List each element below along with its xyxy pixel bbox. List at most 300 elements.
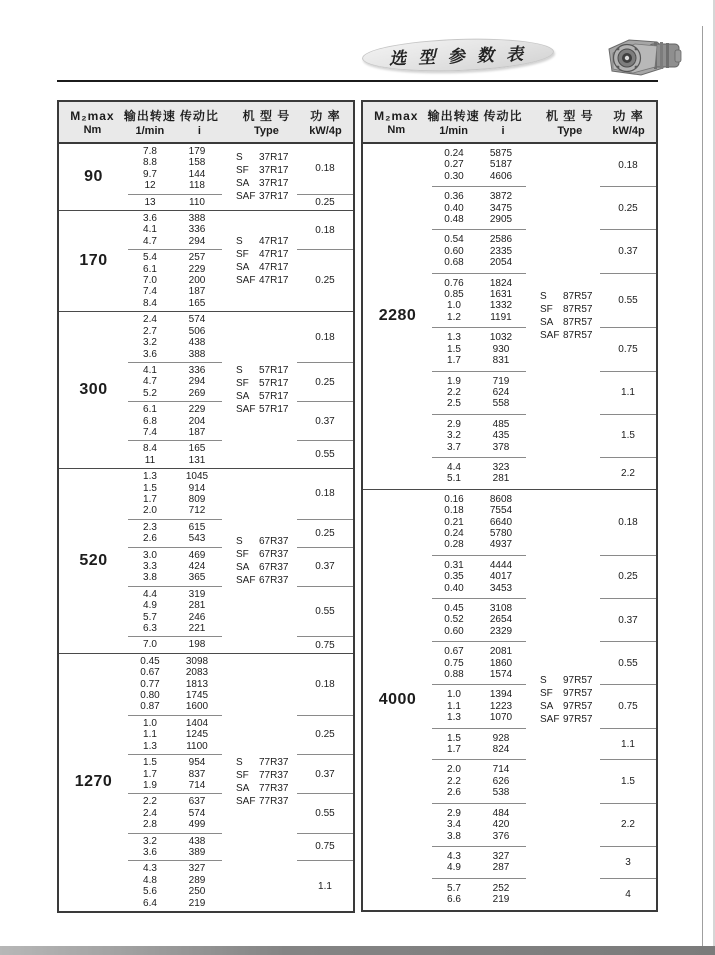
ratio-cell: 221 — [188, 623, 206, 635]
ratio-cell: 294 — [188, 235, 206, 247]
speed-cell: 0.85 — [444, 289, 464, 301]
data-row — [128, 656, 222, 667]
speed-cell: 1.7 — [143, 493, 157, 505]
m2max-cell: 1270 — [74, 773, 113, 791]
speed-cell: 2.8 — [143, 819, 157, 831]
gearmotor-photo — [599, 33, 685, 80]
type-number: 67R37 — [259, 562, 289, 573]
power-cell: 0.75 — [600, 685, 656, 728]
speed-cell: 0.35 — [444, 571, 464, 583]
type-number: 37R17 — [259, 165, 289, 177]
speed-cell: 7.4 — [143, 286, 157, 298]
ratio-cell: 6640 — [489, 516, 513, 528]
data-row — [128, 298, 222, 309]
speed-ratio-rows — [432, 599, 526, 642]
ratio-cell: 229 — [188, 404, 206, 416]
power-cell: 2.2 — [600, 804, 656, 847]
type-model — [236, 177, 306, 190]
speed-cell: 1.3 — [143, 740, 157, 752]
power-cell: 0.55 — [600, 642, 656, 685]
data-row — [128, 494, 222, 505]
speed-cell: 3.8 — [143, 572, 157, 584]
type-model — [540, 316, 610, 329]
column-label: 传动比 — [483, 109, 523, 123]
type-models — [236, 312, 306, 468]
ratio-cell: 179 — [188, 146, 206, 157]
speed-ratio-rows — [128, 211, 222, 250]
ratio-cell: 714 — [492, 764, 510, 776]
data-row — [128, 252, 222, 263]
speed-cell: 0.31 — [444, 559, 464, 571]
type-number: 97R57 — [563, 700, 593, 712]
speed-cell: 0.77 — [140, 678, 160, 690]
speed-ratio-rows — [432, 274, 526, 329]
speed-ratio-rows — [432, 458, 526, 489]
type-models — [236, 654, 306, 911]
speed-cell: 0.24 — [444, 148, 464, 159]
power-cell: 1.1 — [318, 880, 332, 892]
data-row — [128, 388, 222, 399]
speed-cell: 1.0 — [447, 689, 461, 701]
type-prefix: SA — [236, 178, 250, 190]
column-label: 功 率 — [613, 109, 644, 123]
data-row — [128, 275, 222, 286]
speed-ratio-rows — [432, 642, 526, 685]
data-row — [432, 701, 526, 712]
power-cell: 0.55 — [315, 449, 335, 461]
speed-ratio-rows — [432, 804, 526, 847]
column-header-ratio — [174, 102, 225, 142]
speed-cell: 3.2 — [143, 835, 157, 847]
parameter-table — [361, 100, 658, 912]
speed-cell: 3.7 — [447, 441, 461, 453]
column-sublabel: kW/4p — [309, 125, 342, 137]
speed-cell: 8.8 — [143, 157, 157, 169]
ratio-cell: 389 — [188, 846, 206, 858]
torque-block-300 — [59, 311, 353, 468]
speed-cell: 2.6 — [143, 533, 157, 545]
type-model — [236, 548, 306, 561]
speed-ratio-rows — [128, 716, 222, 755]
type-models — [236, 469, 306, 653]
type-model — [540, 303, 610, 316]
data-row — [432, 658, 526, 669]
speed-ratio-rows — [128, 312, 222, 363]
speed-cell: 0.88 — [444, 669, 464, 681]
type-prefix: S — [540, 674, 547, 686]
ratio-cell: 2054 — [489, 257, 513, 269]
type-model — [236, 390, 306, 403]
ratio-cell: 1245 — [185, 729, 209, 741]
type-model — [236, 164, 306, 177]
data-row — [128, 443, 222, 454]
column-label: 输出转速 — [123, 109, 176, 123]
data-row — [128, 741, 222, 752]
ratio-cell: 4937 — [489, 539, 513, 551]
power-cell: 0.18 — [600, 144, 656, 187]
data-row — [128, 314, 222, 325]
ratio-cell: 200 — [188, 275, 206, 287]
column-sublabel: Type — [557, 125, 583, 137]
ratio-cell: 574 — [188, 807, 206, 819]
type-prefix: SF — [236, 165, 249, 177]
ratio-cell: 287 — [492, 862, 510, 874]
type-number: 67R37 — [259, 536, 289, 547]
speed-cell: 4.7 — [143, 235, 157, 247]
column-header-ratio — [478, 102, 529, 142]
speed-cell: 6.1 — [143, 263, 157, 275]
speed-cell: 3.2 — [143, 337, 157, 349]
type-number: 97R57 — [563, 687, 593, 699]
ratio-cell: 187 — [188, 286, 206, 298]
speed-cell: 1.3 — [143, 471, 157, 483]
ratio-cell: 2654 — [489, 614, 513, 626]
column-sublabel: i — [197, 125, 201, 137]
speed-cell: 8.4 — [143, 297, 157, 309]
torque-block-2280 — [363, 144, 656, 489]
type-model — [540, 713, 610, 726]
speed-ratio-rows — [432, 328, 526, 371]
data-row — [432, 419, 526, 430]
speed-ratio-rows — [128, 144, 222, 195]
ratio-cell: 204 — [188, 415, 206, 427]
data-row — [128, 157, 222, 168]
data-row — [128, 337, 222, 348]
power-cell: 0.37 — [297, 402, 353, 441]
type-prefix: SAF — [236, 575, 256, 586]
ratio-cell: 1813 — [185, 678, 209, 690]
data-row — [128, 886, 222, 897]
speed-cell: 0.27 — [444, 159, 464, 171]
speed-ratio-rows — [432, 144, 526, 187]
parameter-table — [57, 100, 355, 913]
column-label: M₂max — [374, 108, 419, 123]
page-edge-line — [702, 26, 703, 946]
power-cell: 1.5 — [600, 415, 656, 458]
power-cell: 0.25 — [315, 275, 335, 287]
ratio-cell: 1045 — [185, 471, 209, 483]
speed-cell: 0.16 — [444, 493, 464, 505]
ratio-cell: 5780 — [489, 527, 513, 539]
ratio-cell: 1631 — [489, 289, 513, 301]
speed-cell: 0.24 — [444, 527, 464, 539]
ratio-cell: 499 — [188, 819, 206, 831]
speed-cell: 2.5 — [447, 398, 461, 410]
data-row — [128, 146, 222, 157]
data-row — [128, 455, 222, 466]
power-cell: 0.18 — [297, 312, 353, 363]
type-prefix: SF — [236, 770, 249, 782]
ratio-cell: 4444 — [489, 559, 513, 571]
ratio-cell: 198 — [188, 639, 206, 651]
type-models — [236, 211, 306, 311]
data-row — [432, 257, 526, 268]
speed-cell: 0.68 — [444, 257, 464, 269]
speed-ratio-rows — [128, 755, 222, 794]
table-header — [363, 102, 656, 144]
speed-cell: 2.2 — [143, 796, 157, 808]
speed-ratio-rows — [128, 402, 222, 441]
speed-cell: 6.6 — [447, 894, 461, 906]
speed-ratio-rows — [128, 834, 222, 862]
power-cell: 0.75 — [600, 328, 656, 371]
speed-cell: 3.6 — [143, 846, 157, 858]
type-model — [236, 235, 306, 248]
data-row — [432, 171, 526, 182]
speed-cell: 1.1 — [447, 700, 461, 712]
ratio-cell: 637 — [188, 796, 206, 808]
data-row — [128, 718, 222, 729]
speed-ratio-rows — [432, 760, 526, 803]
column-header-power — [601, 102, 656, 142]
type-prefix: SAF — [540, 330, 560, 342]
data-row — [432, 583, 526, 594]
m2max-cell: 90 — [84, 168, 103, 186]
ratio-cell: 165 — [188, 443, 206, 455]
speed-cell: 5.6 — [143, 886, 157, 898]
ratio-cell: 2335 — [489, 245, 513, 257]
speed-cell: 4.9 — [143, 600, 157, 612]
speed-cell: 4.1 — [143, 224, 157, 236]
type-prefix: SF — [540, 304, 553, 316]
speed-ratio-rows — [432, 556, 526, 599]
column-header-m2max — [363, 102, 430, 142]
ratio-cell: 3475 — [489, 202, 513, 214]
type-prefix: SA — [236, 783, 250, 795]
data-row — [128, 757, 222, 768]
speed-cell: 2.0 — [447, 764, 461, 776]
type-prefix: SF — [236, 549, 249, 560]
speed-cell: 0.87 — [140, 701, 160, 713]
m2max-cell: 4000 — [378, 690, 417, 708]
data-row — [432, 376, 526, 387]
torque-block-4000 — [363, 489, 656, 910]
speed-cell: 1.5 — [143, 757, 157, 769]
speed-cell: 4.7 — [143, 376, 157, 388]
type-model — [236, 403, 306, 416]
data-row — [432, 669, 526, 680]
ratio-cell: 438 — [188, 337, 206, 349]
data-row — [432, 191, 526, 202]
data-row — [128, 572, 222, 583]
speed-cell: 0.54 — [444, 234, 464, 246]
column-header-power — [298, 102, 353, 142]
title-underline — [57, 80, 658, 82]
ratio-cell: 269 — [188, 387, 206, 399]
speed-cell: 0.60 — [444, 625, 464, 637]
type-prefix: SAF — [540, 713, 560, 725]
speed-cell: 6.1 — [143, 404, 157, 416]
data-row — [128, 600, 222, 611]
ratio-cell: 250 — [188, 886, 206, 898]
type-number: 47R17 — [259, 249, 289, 261]
type-prefix: SF — [236, 249, 249, 261]
power-cell: 0.25 — [600, 556, 656, 599]
data-row — [128, 836, 222, 847]
ratio-cell: 327 — [188, 863, 206, 875]
speed-cell: 1.9 — [143, 779, 157, 791]
speed-cell: 7.0 — [143, 275, 157, 287]
type-models — [540, 490, 610, 910]
data-row — [128, 533, 222, 544]
data-row — [128, 471, 222, 482]
type-prefix: SAF — [236, 191, 256, 203]
data-row — [432, 646, 526, 657]
speed-cell: 1.9 — [447, 375, 461, 387]
data-row — [432, 787, 526, 798]
column-sublabel: Type — [254, 125, 279, 137]
ratio-cell: 831 — [492, 355, 510, 367]
data-row — [128, 326, 222, 337]
ratio-cell: 3108 — [489, 603, 513, 614]
speed-cell: 4.1 — [143, 364, 157, 376]
power-cell: 0.37 — [297, 548, 353, 587]
power-cell: 1.5 — [600, 760, 656, 803]
speed-ratio-rows — [432, 879, 526, 910]
speed-ratio-rows — [432, 847, 526, 879]
type-number: 87R57 — [563, 291, 593, 303]
data-row — [432, 764, 526, 775]
data-row — [432, 214, 526, 225]
ratio-cell: 1860 — [489, 657, 513, 669]
type-number: 97R57 — [563, 713, 593, 725]
speed-ratio-rows — [128, 520, 222, 548]
data-row — [128, 623, 222, 634]
type-prefix: S — [236, 365, 243, 377]
speed-cell: 5.1 — [447, 473, 461, 485]
data-row — [432, 505, 526, 516]
ratio-cell: 281 — [492, 473, 510, 485]
speed-cell: 1.5 — [143, 482, 157, 494]
m2max-cell: 2280 — [378, 307, 417, 325]
data-row — [432, 148, 526, 159]
data-row — [128, 863, 222, 874]
data-row — [128, 180, 222, 191]
power-cell: 1.1 — [600, 372, 656, 415]
data-row — [432, 808, 526, 819]
column-label: M₂max — [70, 108, 115, 123]
power-cell: 0.75 — [297, 834, 353, 862]
speed-ratio-rows — [128, 363, 222, 402]
type-number: 57R17 — [259, 365, 289, 377]
speed-cell: 6.4 — [143, 897, 157, 909]
torque-block-520 — [59, 468, 353, 653]
column-label: 机 型 号 — [242, 109, 291, 123]
data-row — [432, 332, 526, 343]
ratio-cell: 574 — [188, 314, 206, 326]
column-sublabel: 1/min — [135, 125, 165, 137]
type-number: 47R17 — [259, 262, 289, 274]
data-row — [432, 398, 526, 409]
speed-cell: 1.7 — [447, 355, 461, 367]
power-cell: 0.25 — [315, 196, 335, 208]
speed-cell: 5.7 — [447, 882, 461, 894]
type-models — [540, 144, 610, 489]
speed-cell: 1.7 — [447, 744, 461, 756]
column-header-speed — [123, 102, 176, 142]
ratio-cell: 376 — [492, 830, 510, 842]
ratio-cell: 719 — [492, 375, 510, 387]
column-sublabel: kW/4p — [612, 125, 645, 137]
power-cell: 2.2 — [621, 467, 635, 479]
ratio-cell: 930 — [492, 343, 510, 355]
ratio-cell: 914 — [188, 482, 206, 494]
ratio-cell: 3872 — [489, 191, 513, 203]
speed-ratio-rows — [432, 230, 526, 273]
data-row — [432, 387, 526, 398]
data-row — [432, 312, 526, 323]
data-row — [432, 819, 526, 830]
ratio-cell: 8608 — [489, 493, 513, 505]
type-model — [236, 248, 306, 261]
type-prefix: S — [236, 757, 243, 769]
speed-cell: 3.0 — [143, 549, 157, 561]
type-prefix: SAF — [236, 404, 256, 416]
power-cell: 0.37 — [600, 230, 656, 273]
data-row — [128, 224, 222, 235]
power-cell: 3 — [600, 847, 656, 879]
page-title: 选 型 参 数 表 — [388, 44, 528, 68]
ratio-cell: 1223 — [489, 700, 513, 712]
data-row — [432, 494, 526, 505]
speed-cell: 6.8 — [143, 415, 157, 427]
speed-cell: 2.9 — [447, 807, 461, 819]
type-model — [236, 795, 306, 808]
ratio-cell: 624 — [492, 386, 510, 398]
power-cell: 0.18 — [297, 211, 353, 250]
type-number: 87R57 — [563, 317, 593, 329]
speed-cell: 0.45 — [140, 655, 160, 667]
type-prefix: S — [236, 236, 243, 248]
type-number: 67R37 — [259, 575, 289, 586]
ratio-cell: 165 — [188, 297, 206, 309]
type-model — [540, 687, 610, 700]
speed-cell: 0.52 — [444, 614, 464, 626]
speed-cell: 7.8 — [143, 146, 157, 157]
type-model — [540, 674, 610, 687]
power-cell: 0.25 — [600, 187, 656, 230]
speed-cell: 2.2 — [447, 775, 461, 787]
ratio-cell: 294 — [188, 376, 206, 388]
data-row — [128, 365, 222, 376]
data-row — [128, 780, 222, 791]
type-number: 47R17 — [259, 236, 289, 248]
data-row — [128, 769, 222, 780]
data-row — [432, 442, 526, 453]
m2max-cell: 520 — [79, 552, 108, 569]
power-cell: 0.25 — [297, 363, 353, 402]
ratio-cell: 229 — [188, 263, 206, 275]
ratio-cell: 327 — [492, 850, 510, 862]
type-prefix: SA — [540, 700, 554, 712]
ratio-cell: 378 — [492, 441, 510, 453]
speed-cell: 2.3 — [143, 521, 157, 533]
speed-ratio-rows — [128, 469, 222, 520]
ratio-cell: 2081 — [489, 646, 513, 658]
data-row — [128, 169, 222, 180]
type-number: 87R57 — [563, 304, 593, 316]
column-header-speed — [427, 102, 480, 142]
speed-cell: 4.4 — [447, 461, 461, 473]
speed-cell: 3.2 — [447, 430, 461, 442]
type-models — [236, 144, 306, 210]
power-cell: 0.18 — [297, 144, 353, 195]
ratio-cell: 365 — [188, 572, 206, 584]
ratio-cell: 538 — [492, 787, 510, 799]
speed-cell: 2.4 — [143, 314, 157, 326]
speed-cell: 0.30 — [444, 170, 464, 182]
ratio-cell: 246 — [188, 611, 206, 623]
